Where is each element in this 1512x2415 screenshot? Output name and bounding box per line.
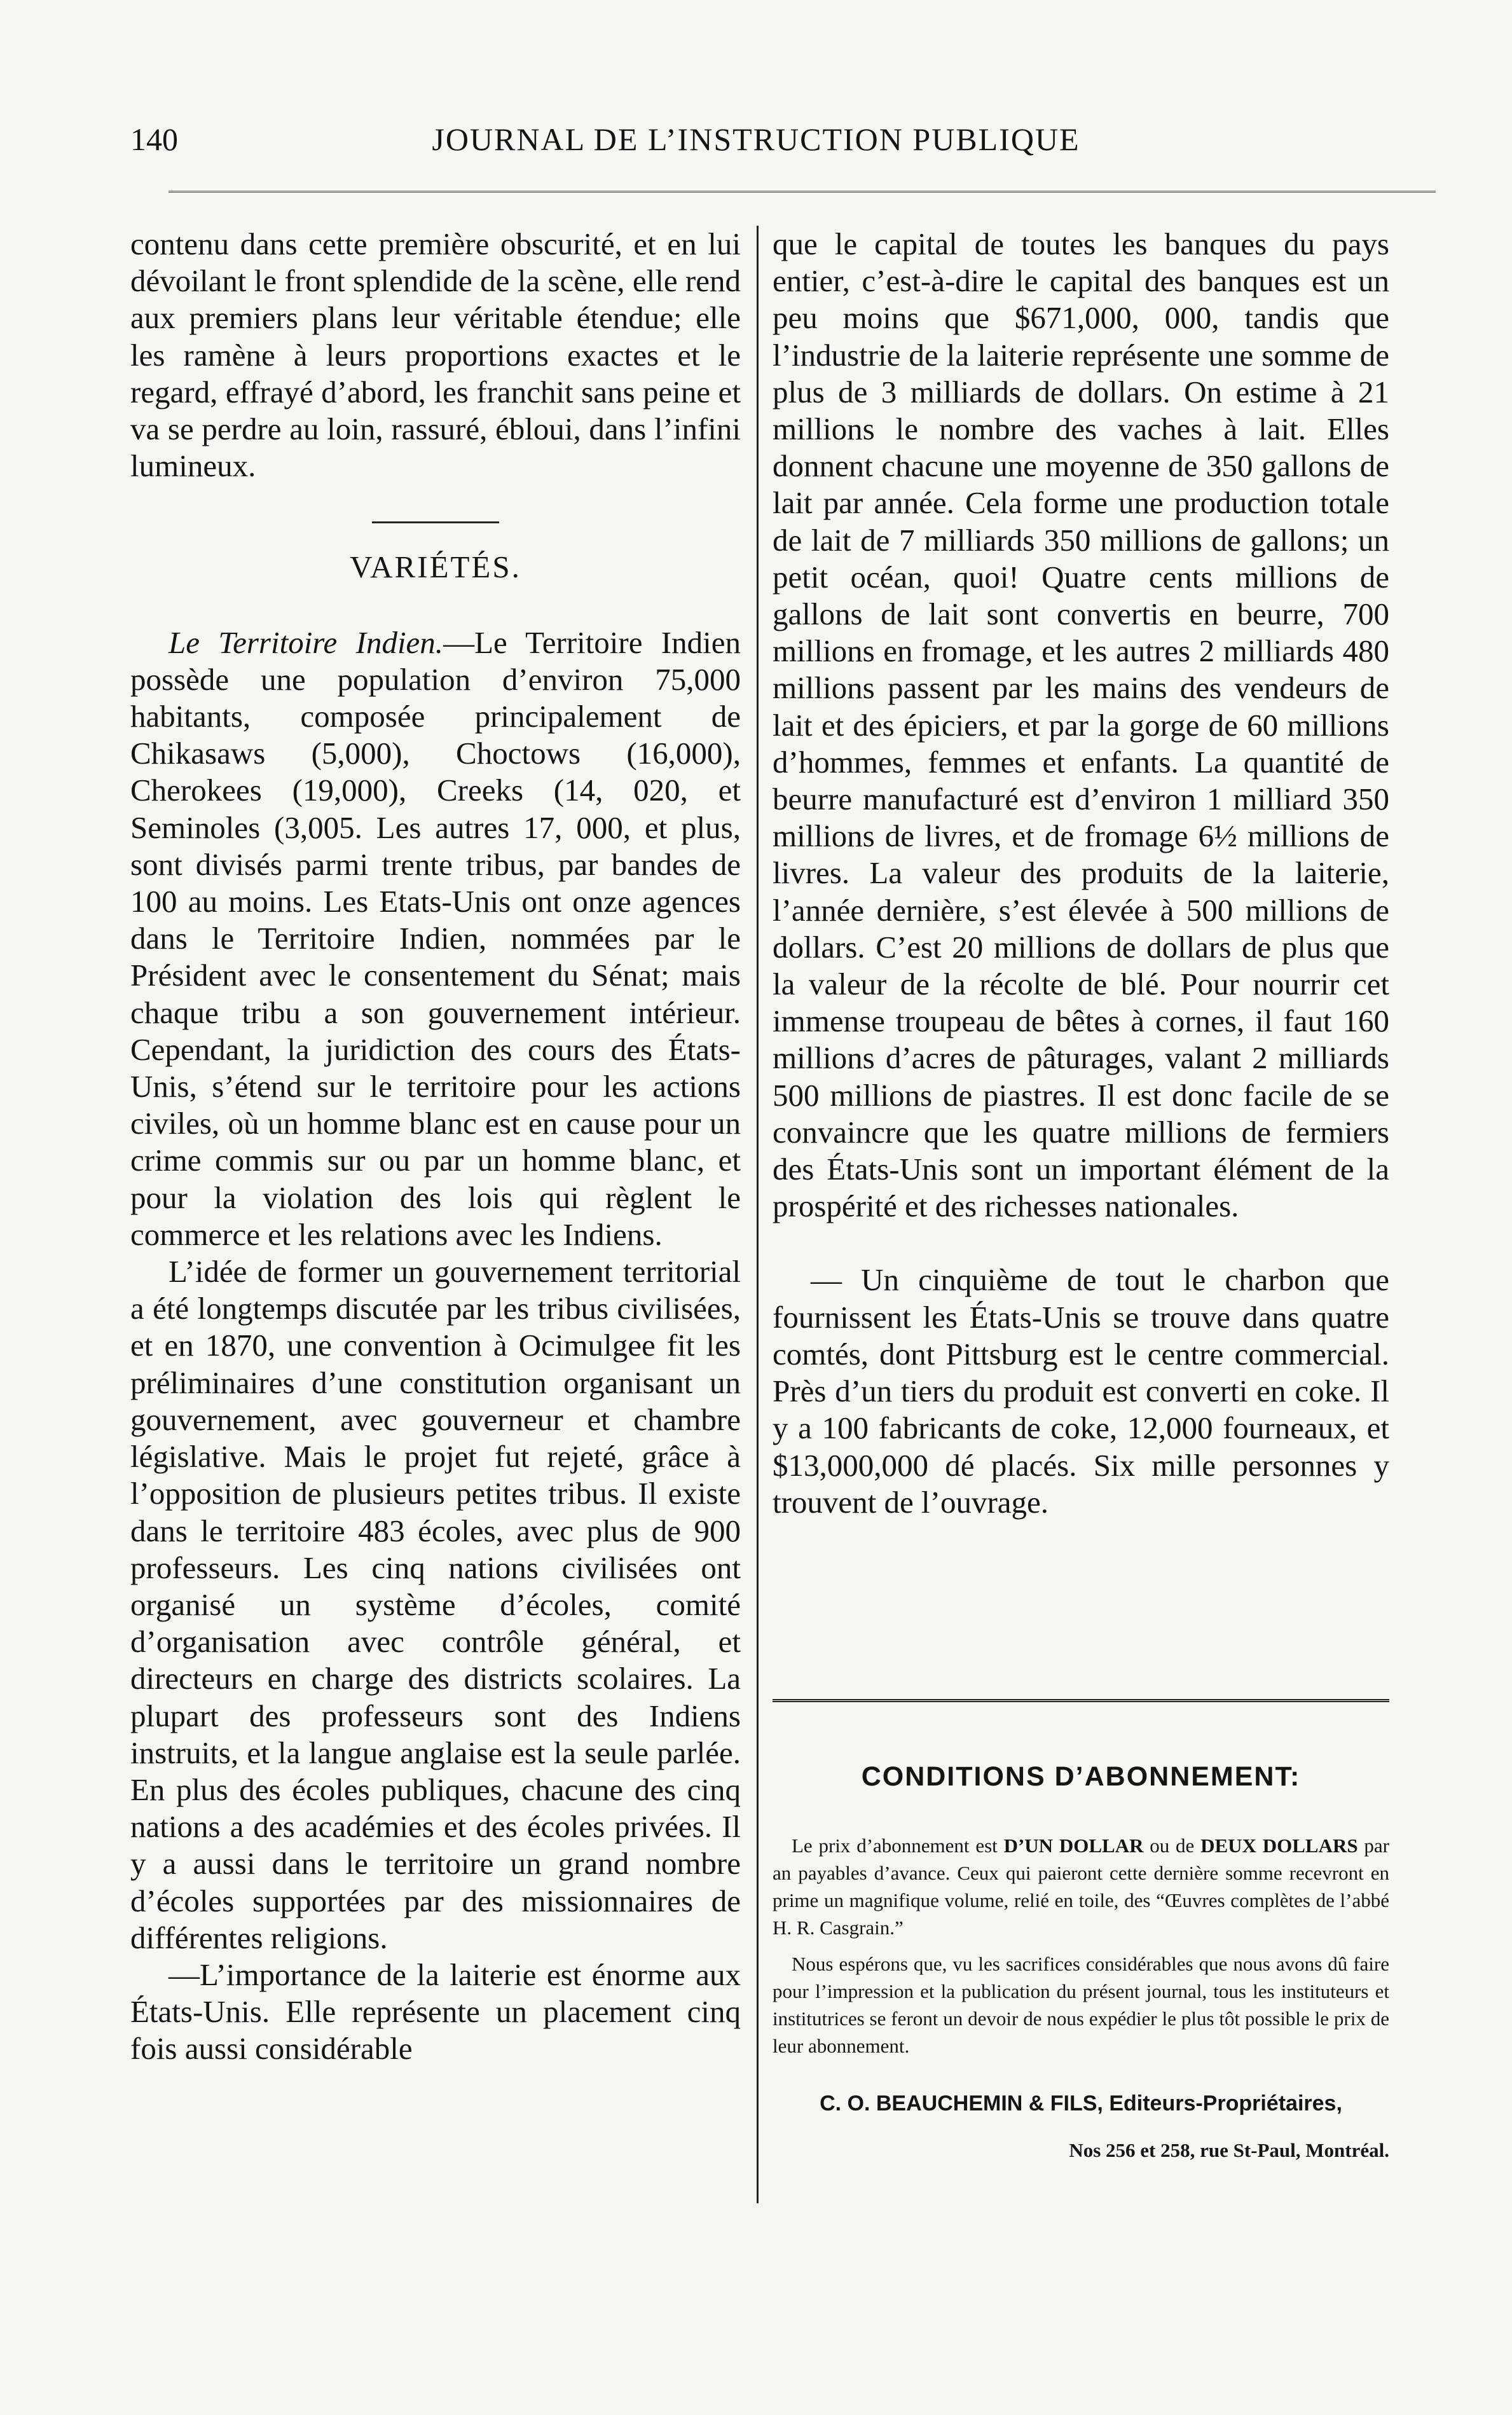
journal-title: JOURNAL DE L’INSTRUCTION PUBLIQUE	[432, 121, 1080, 157]
subscription-box	[773, 1761, 1389, 2162]
address-line: Nos 256 et 258, rue St-Paul, Montréal.	[1069, 2139, 1389, 2161]
right-column	[773, 226, 1389, 1521]
paragraph-charbon: — Un cinquième de tout le charbon que fournissent les États-Unis se trouve dans quatre comtés, dont Pittsburg est le centre commercial. Près d’un tiers du produit est converti en coke. Il y a 100 fabricants de coke, 12,000 fourneaux, et $13,000,000 dé placés. Six mille personnes y trouvent de l’ouvrage.	[773, 1262, 1389, 1520]
price-one-dollar: D’UN DOLLAR	[1003, 1834, 1144, 1857]
page-header	[130, 121, 1382, 172]
subscription-paragraph-price	[773, 1832, 1389, 1941]
price-text-b: ou de	[1143, 1834, 1201, 1857]
page-number: 140	[130, 121, 178, 157]
paragraph-territoire-indien	[130, 624, 741, 1253]
paragraph-gouvernement: L’idée de former un gouvernement territorial a été longtemps discutée par les tribus civilisées, et en 1870, une convention à Ocimulgee fit les préliminaires d’une constitution organisant un gouvernement, avec gouverneur et chambre législative. Mais le projet fut rejeté, grâce à l’opposition de plusieurs petites tribus. Il existe dans le territoire 483 écoles, avec plus de 900 professeurs. Les cinq nations civilisées ont organisé un système d’écoles, comité d’organisation avec contrôle général, et directeurs en charge des districts scolaires. La plupart des professeurs sont des Indiens instruits, et la langue anglaise est la seule parlée. En plus des écoles publiques, chacune des cinq nations a des académies et des écoles privées. Il y a aussi dans le territoire un grand nombre d’écoles supportées par des missionnaires de différentes religions.	[130, 1254, 741, 1955]
paragraph-gap	[773, 1225, 1389, 1262]
price-text-c: par an payables d’avance. Ceux qui paieront cette dernière somme recevront en prime un magnifique volume, relié en toile, des “Œuvres complètes de l’abbé H. R. Casgrain.”	[773, 1834, 1389, 1939]
territoire-body: —Le Territoire Indien possède une population d’environ 75,000 habitants, composée principalement de Chikasaws (5,000), Choctows (16,000), Cherokees (19,000), Creeks (14, 020, et Seminoles (3,005. Les autres 17, 000, et plus, sont divisés parmi trente tribus, par bandes de 100 au moins. Les Etats-Unis ont onze agences dans le Territoire Indien, nommées par le Président avec le consentement du Sénat; mais chaque tribu a son gouvernement intérieur. Cependant, la juridiction des cours des États-Unis, s’étend sur le territoire pour les actions civiles, où un homme blanc est en cause pour un crime commis sur ou par un homme blanc, et pour la violation des lois qui règlent le commerce et les relations avec les Indiens.	[130, 624, 741, 1252]
publisher-line: C. O. BEAUCHEMIN & FILS, Editeurs-Propriétaires,	[820, 2091, 1342, 2116]
header-rule	[168, 191, 1436, 193]
paragraph-laiterie-start: —L’importance de la laiterie est énorme aux États-Unis. Elle représente un placement cinq fois aussi considérable	[130, 1957, 741, 2067]
paragraph-laiterie-continued: que le capital de toutes les banques du pays entier, c’est-à-dire le capital des banques est un peu moins que $671,000, 000, tandis que l’industrie de la laiterie représente une somme de plus de 3 milliards de dollars. On estime à 21 millions le nombre des vaches à lait. Elles donnent chacune une moyenne de 350 gallons de lait par année. Cela forme une production totale de lait de 7 milliards 350 millions de gallons; un petit océan, quoi! Quatre cents millions de gallons de lait sont convertis en beurre, 700 millions en fromage, et les autres 2 milliards 480 millions passent par les mains des vendeurs de lait et des épiciers, et par la gorge de 60 millions d’hommes, femmes et enfants. La quantité de beurre manufacturé est d’environ 1 milliard 350 millions de livres, et de fromage 6½ millions de livres. La valeur des produits de la laiterie, l’année dernière, s’est élevée à 500 millions de dollars. C’est 20 millions de dollars de plus que la valeur de la récolte de blé. Pour nourrir cet immense troupeau de bêtes à cornes, il faut 160 millions d’acres de pâturages, valant 2 milliards 500 millions de piastres. Il est donc facile de se convaincre que les quatre millions de fermiers des États-Unis sont un important élément de la prospérité et des richesses nationales.	[773, 226, 1389, 1224]
price-two-dollars: DEUX DOLLARS	[1200, 1834, 1358, 1857]
paragraph-continuation: contenu dans cette première obscurité, et en lui dévoilant le front splendide de la scène, elle rend aux premiers plans leur véritable étendue; elle les ramène à leurs proportions exactes et le regard, effrayé d’abord, les franchit sans peine et va se perdre au loin, rassuré, ébloui, dans l’infini lumineux.	[130, 226, 741, 484]
subscription-text	[773, 1832, 1389, 2060]
left-column	[130, 226, 741, 2068]
price-text-a: Le prix d’abonnement est	[792, 1834, 1004, 1857]
section-rule	[372, 521, 499, 523]
box-top-rule	[773, 1699, 1389, 1702]
subscription-title: CONDITIONS D’ABONNEMENT:	[861, 1761, 1301, 1792]
column-divider	[757, 226, 759, 2203]
territoire-heading: Le Territoire Indien.	[168, 624, 444, 660]
section-title-varietes: VARIÉTÉS.	[350, 549, 521, 585]
subscription-paragraph-request: Nous espérons que, vu les sacrifices considérables que nous avons dû faire pour l’impression et la publication du présent journal, tous les instituteurs et institutrices se feront un devoir de nous expédier le plus tôt possible le prix de leur abonnement.	[773, 1953, 1389, 2057]
